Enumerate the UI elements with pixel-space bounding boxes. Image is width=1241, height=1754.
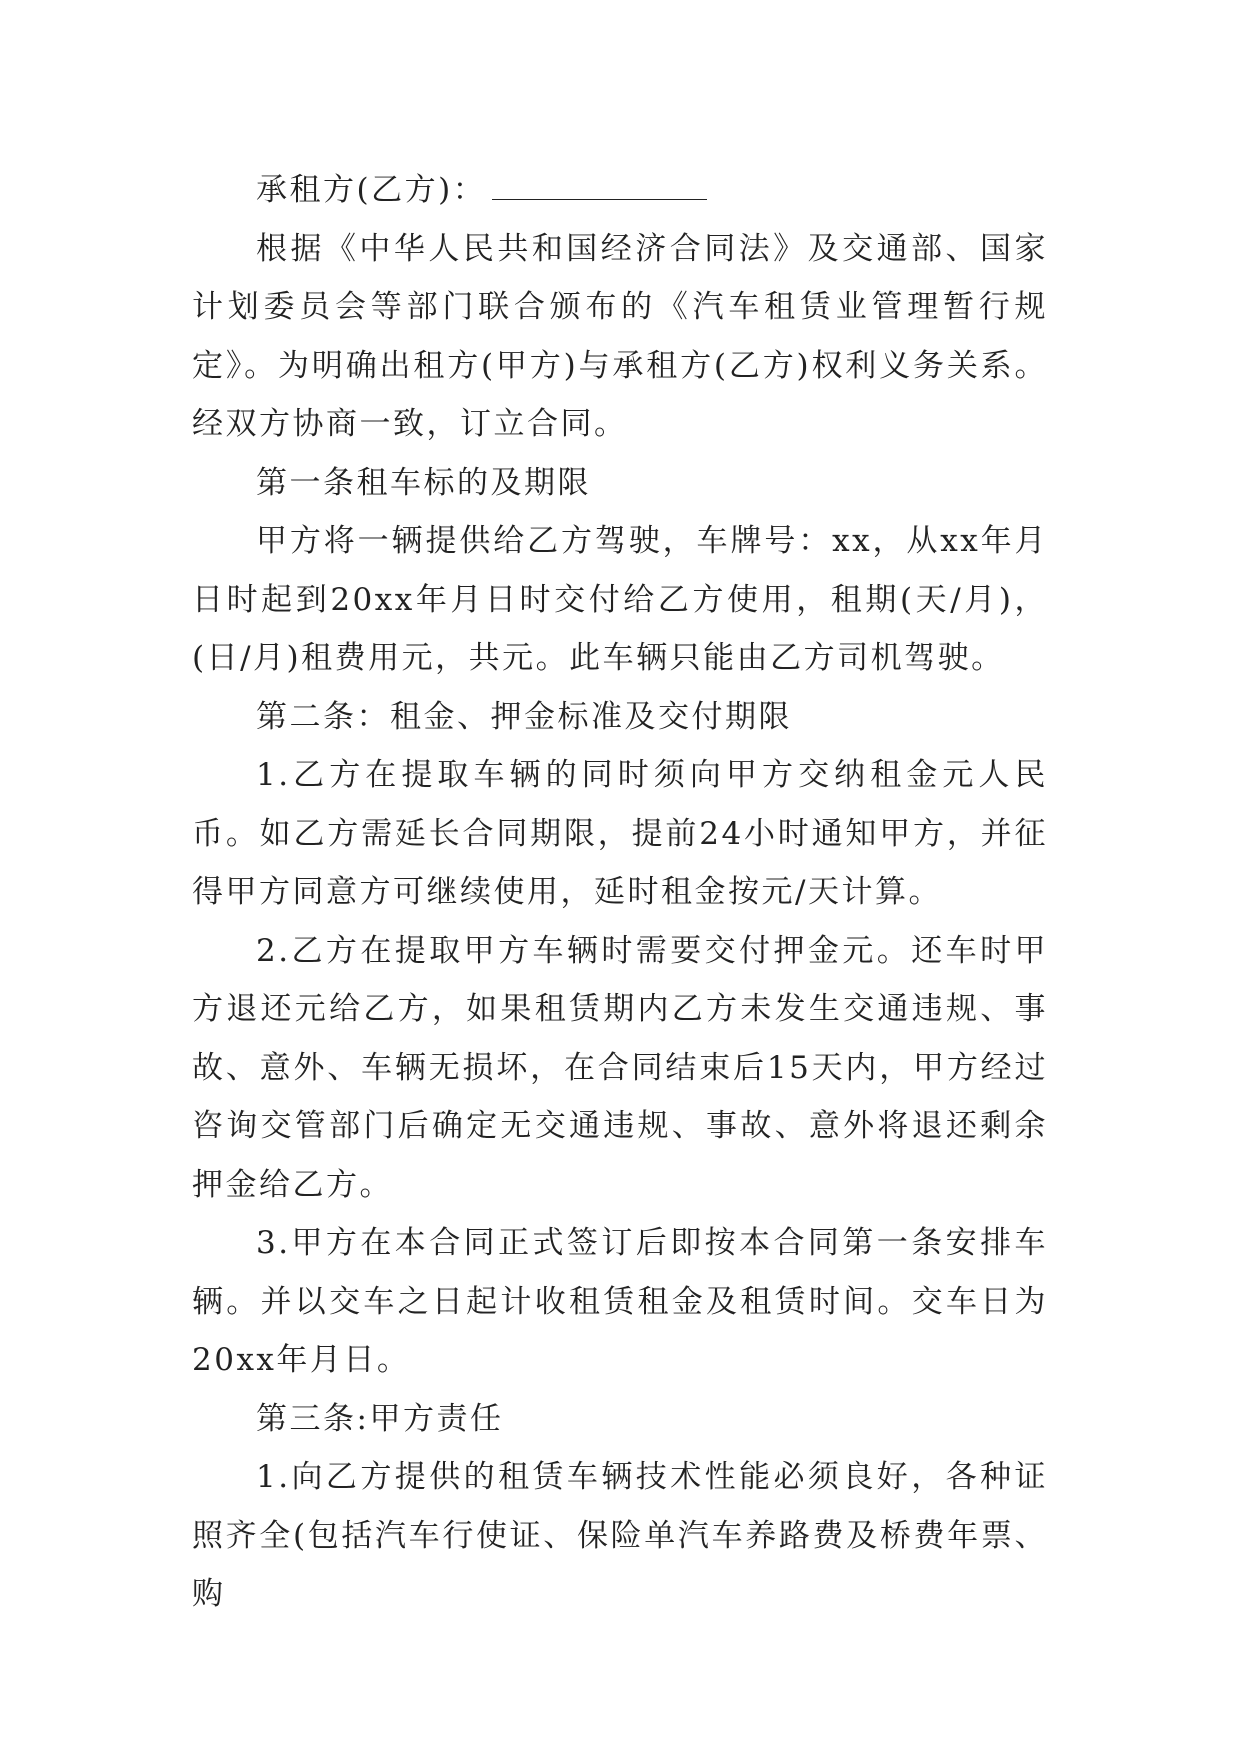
paragraph-preamble: 根据《中华人民共和国经济合同法》及交通部、国家计划委员会等部门联合颁布的《汽车租赁业管理暂行规定》。为明确出租方(甲方)与承租方(乙方)权利义务关系。经双方协商一致，订立合同。 [192, 230, 1048, 442]
lessee-blank [492, 169, 707, 200]
lessee-label: 承租方(乙方)： [256, 172, 487, 208]
article-2-heading: 第二条：租金、押金标准及交付期限 [256, 698, 792, 735]
article-2-item-2: 2.乙方在提取甲方车辆时需要交付押金元。还车时甲方退还元给乙方，如果租赁期内乙方未发生交通违规、事故、意外、车辆无损坏，在合同结束后15天内，甲方经过咨询交管部门后确定无交通违规、事故、意外将退还剩余押金给乙方。 [192, 932, 1048, 1203]
article-2-item-3: 3.甲方在本合同正式签订后即按本合同第一条安排车辆。并以交车之日起计收租赁租金及租赁时间。交车日为20xx年月日。 [192, 1225, 1048, 1378]
article-3-item-1: 1.向乙方提供的租赁车辆技术性能必须良好，各种证照齐全(包括汽车行使证、保险单汽车养路费及桥费年票、购 [192, 1459, 1048, 1612]
article-2-item-1: 1.乙方在提取车辆的同时须向甲方交纳租金元人民币。如乙方需延长合同期限，提前24小时通知甲方，并征得甲方同意方可继续使用，延时租金按元/天计算。 [192, 757, 1048, 910]
contract-body [192, 161, 1048, 1624]
article-3-heading: 第三条:甲方责任 [256, 1400, 504, 1437]
article-1-body: 甲方将一辆提供给乙方驾驶，车牌号：xx，从xx年月日时起到20xx年月日时交付给乙方使用，租期(天/月)，(日/月)租费用元，共元。此车辆只能由乙方司机驾驶。 [192, 523, 1048, 676]
lessee-line [192, 161, 1048, 220]
article-1-heading: 第一条租车标的及期限 [256, 464, 591, 501]
